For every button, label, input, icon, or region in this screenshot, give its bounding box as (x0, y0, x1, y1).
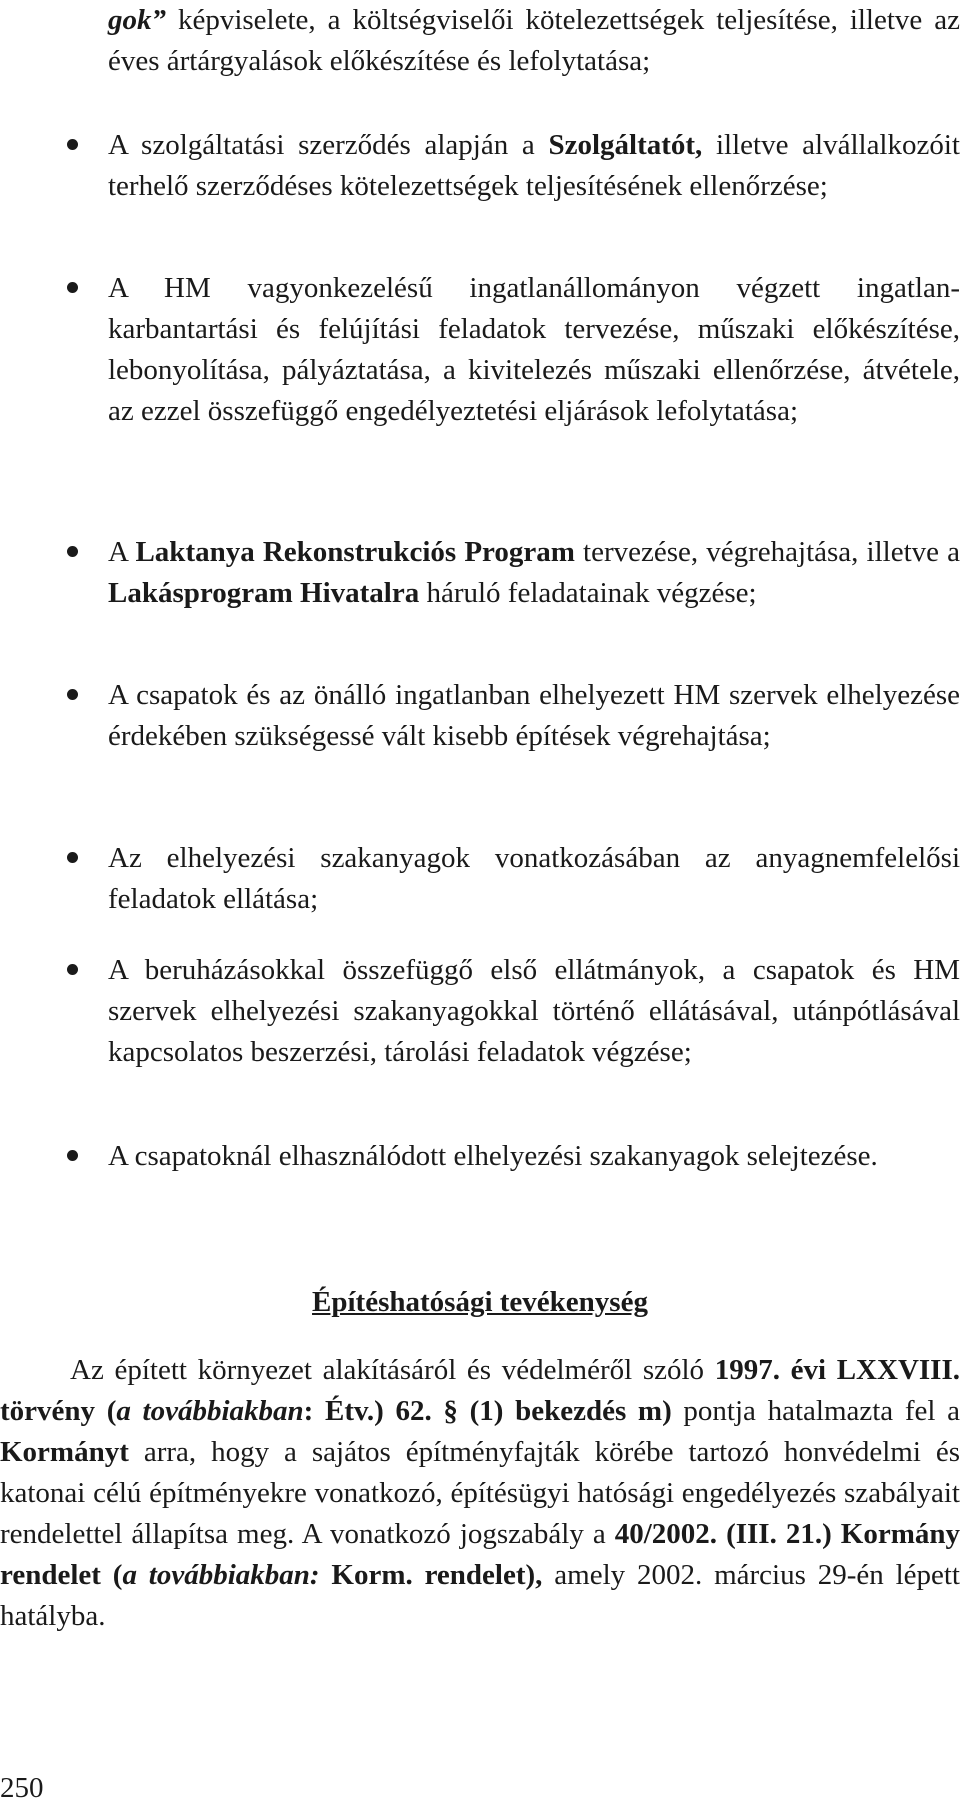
bullet-icon (67, 546, 78, 557)
list-text: A csapatok és az önálló ingatlanban elhelyezett HM szervek elhelyezése érdekében szükségessé vált kisebb építések végrehajtása; (108, 679, 960, 752)
section-heading: Építéshatósági tevékenység (312, 1286, 648, 1318)
para-text: pontja hatalmazta fel a (671, 1395, 960, 1427)
list-text: A csapatoknál elhasználódott elhelyezési szakanyagok selejtezése. (108, 1140, 878, 1172)
bullet-icon (67, 282, 78, 293)
list-text: A beruházásokkal összefüggő első ellátmányok, a csapatok és HM szervek elhelyezési szakanyagokkal történő ellátásával, utánpótlásával kapcsolatos beszerzési, tárolási feladatok végzése; (108, 954, 960, 1068)
bullet-icon (67, 689, 78, 700)
para-text-bold-italic: a továbbiakban (116, 1395, 304, 1427)
body-paragraph (0, 1350, 960, 1637)
lead-rest: képviselete, a költségviselői kötelezettségek teljesítése, illetve az éves ártárgyalások előkészítése és lefolytatása; (108, 4, 960, 77)
para-text: Az épített környezet alakításáról és védelméről szóló (70, 1354, 715, 1386)
list-text: tervezése, végrehajtása, illetve a (574, 536, 960, 568)
para-text-bold: 1997. évi LXXVIII. törvény ( (0, 1354, 960, 1427)
list-item (108, 1136, 960, 1177)
bullet-icon (67, 964, 78, 975)
list-text-bold: Laktanya Rekonstrukciós Program (135, 536, 575, 568)
bullet-icon (67, 852, 78, 863)
list-text: Az elhelyezési szakanyagok vonatkozásában az anyagnemfelelősi feladatok ellátása; (108, 842, 960, 915)
list-item (108, 838, 960, 920)
list-item (108, 125, 960, 207)
list-text-bold: Szolgáltatót, (548, 129, 703, 161)
lead-italic-start: gok” (108, 4, 166, 36)
bullet-icon (67, 139, 78, 150)
page-number: 250 (0, 1772, 44, 1804)
list-text-bold: Lakásprogram Hivatalra (108, 577, 420, 609)
list-item (108, 675, 960, 757)
para-text-bold: Kormányt (0, 1436, 129, 1468)
para-text: amely 2002. március 29-én lépett hatályba. (0, 1559, 960, 1632)
list-text: háruló feladatainak végzése; (419, 577, 757, 609)
lead-paragraph-fragment (108, 0, 960, 82)
list-item (108, 268, 960, 432)
para-text-bold: : Étv.) 62. § (1) bekezdés m) (303, 1395, 672, 1427)
para-text-bold: ), (525, 1559, 543, 1591)
list-item (108, 532, 960, 614)
list-text: A HM vagyonkezelésű ingatlanállományon végzett ingatlan-karbantartási és felújítási feladatok tervezése, műszaki előkészítése, lebonyolítása, pályáztatása, a kivitelezés műszaki ellenőrzése, átvétele, az ezzel összefüggő engedélyeztetési eljárások lefolytatása; (108, 272, 960, 427)
para-text-bold: 40/2002. (III. 21.) Kormány rendelet ( (0, 1518, 960, 1591)
list-text: illetve alvállalkozóit terhelő szerződéses kötelezettségek teljesítésének ellenőrzése; (108, 129, 960, 202)
list-item (108, 950, 960, 1073)
list-text: A szolgáltatási szerződés alapján a (108, 129, 549, 161)
list-text: A (108, 536, 136, 568)
para-text-bold-italic: a továbbiakban: (122, 1559, 320, 1591)
bullet-icon (67, 1150, 78, 1161)
para-text: arra, hogy a sajátos építményfajták körébe tartozó honvédelmi és katonai célú építményekre vonatkozó, építésügyi hatósági engedélyezés szabályait rendelettel állapítsa meg. A vonatkozó jogszabály a (0, 1436, 960, 1550)
para-text-bold: Korm. rendelet (319, 1559, 526, 1591)
